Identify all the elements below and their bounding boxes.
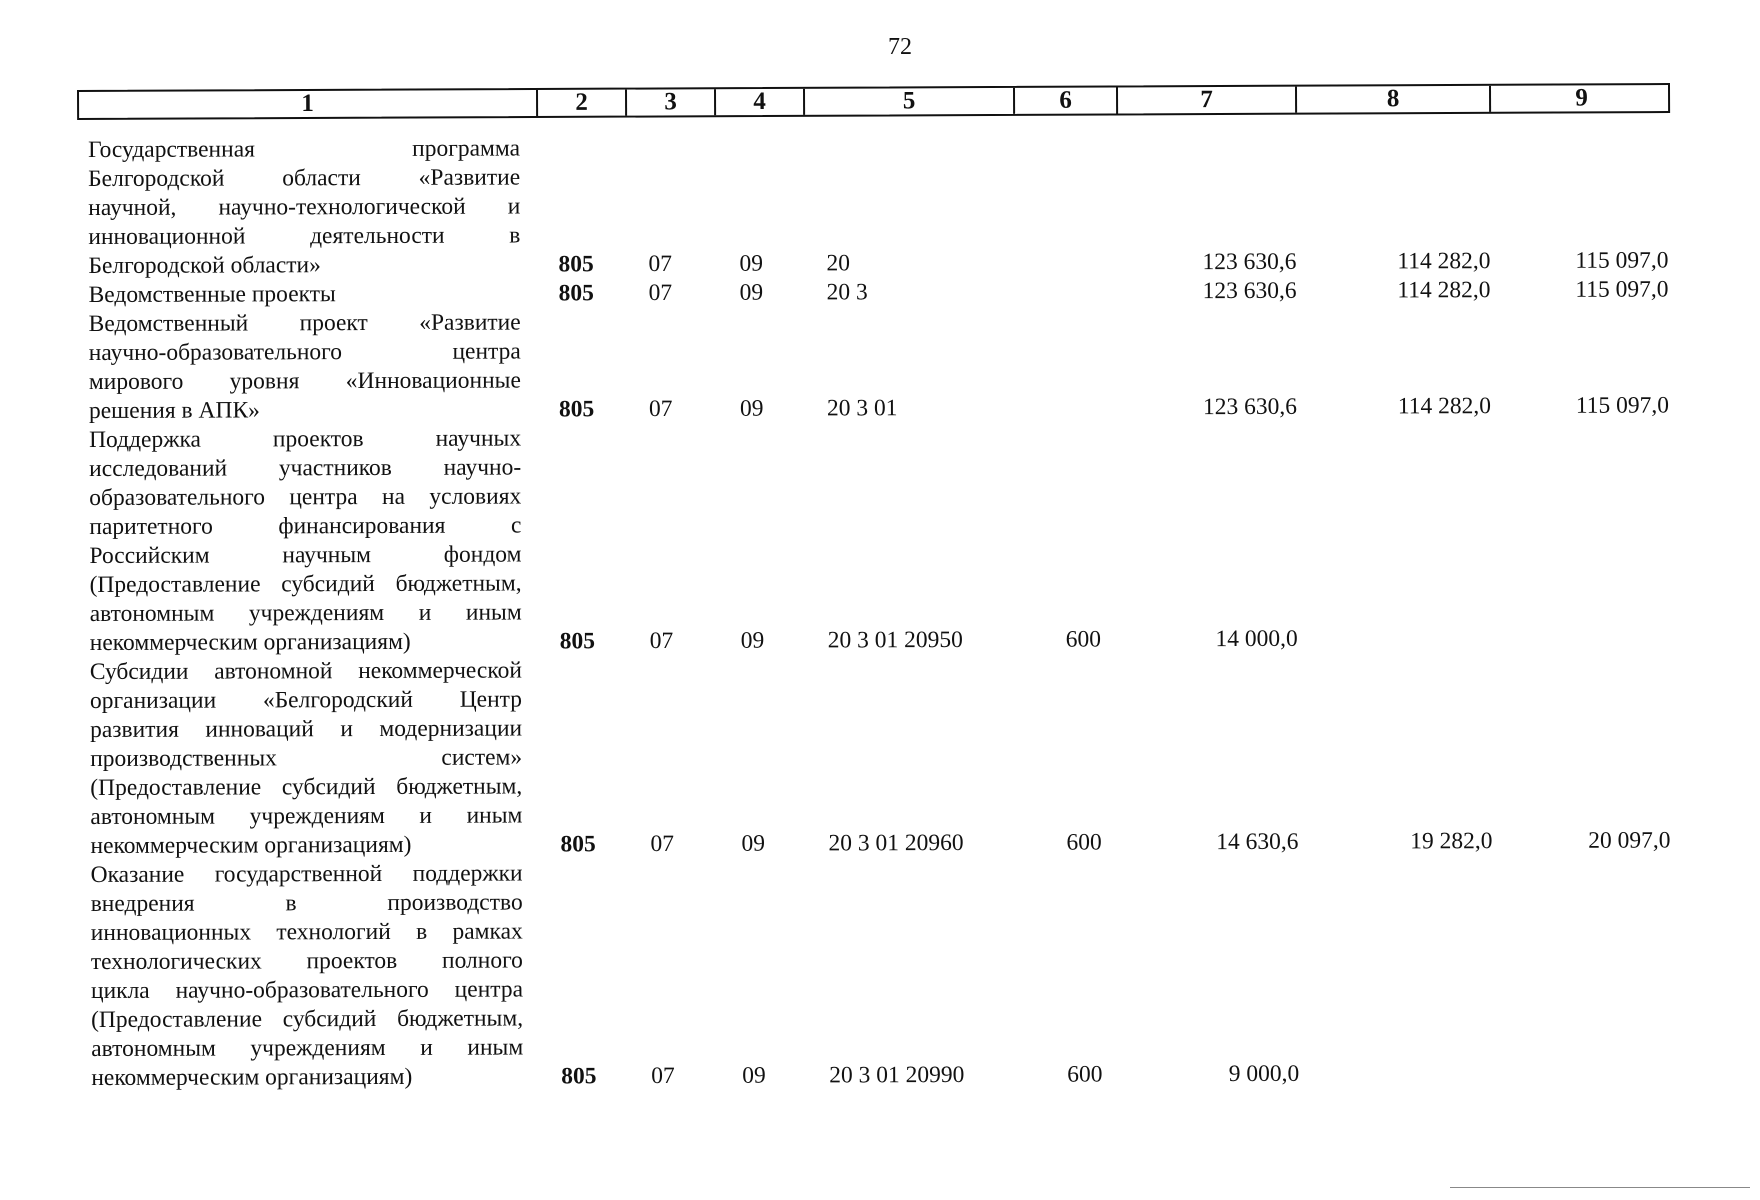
section-cell: 07 bbox=[651, 1062, 675, 1090]
target-article-cell: 20 3 01 bbox=[826, 395, 898, 422]
table-body bbox=[88, 130, 1681, 1093]
header-col-8: 8 bbox=[1297, 86, 1491, 113]
section-cell: 07 bbox=[648, 250, 672, 278]
amount-year3-cell: 115 097,0 bbox=[1575, 276, 1669, 303]
table-row bbox=[89, 420, 1680, 658]
amount-year3-cell: 115 097,0 bbox=[1575, 247, 1669, 274]
description-line: развития инноваций и модернизации bbox=[90, 715, 523, 743]
description-line: (Предоставление субсидий бюджетным, bbox=[90, 773, 523, 801]
description-line: Оказание государственной поддержки bbox=[90, 860, 523, 888]
amount-year3-cell: 20 097,0 bbox=[1588, 827, 1671, 854]
table-row bbox=[90, 652, 1681, 861]
description-line: Поддержка проектов научных bbox=[89, 425, 522, 453]
description-line: некоммерческим организациям) bbox=[91, 1063, 413, 1091]
description-line: научной, научно-технологической и bbox=[88, 193, 521, 221]
row-description bbox=[89, 279, 529, 310]
amount-year3-cell: 115 097,0 bbox=[1575, 392, 1669, 419]
grbs-cell: 805 bbox=[561, 1063, 597, 1090]
amount-year2-cell: 19 282,0 bbox=[1410, 828, 1493, 855]
grbs-cell: 805 bbox=[558, 280, 594, 307]
subsection-cell: 09 bbox=[739, 250, 763, 277]
row-description bbox=[89, 424, 530, 658]
description-line: автономным учреждениям и иным bbox=[91, 1034, 524, 1062]
amount-year2-cell: 114 282,0 bbox=[1397, 277, 1491, 304]
amount-year3-cell bbox=[1503, 1087, 1681, 1088]
description-line: организации «Белгородский Центр bbox=[89, 686, 523, 714]
grbs-cell: 805 bbox=[558, 396, 595, 423]
description-line: (Предоставление субсидий бюджетным, bbox=[89, 570, 522, 598]
section-cell: 07 bbox=[650, 830, 675, 858]
header-col-6: 6 bbox=[1015, 87, 1118, 113]
amount-year1-cell: 123 630,6 bbox=[1202, 393, 1297, 421]
amount-year2-cell bbox=[1309, 1088, 1503, 1089]
table-row bbox=[88, 130, 1678, 281]
description-line: мирового уровня «Инновационные bbox=[88, 367, 521, 395]
description-line: (Предоставление субсидий бюджетным, bbox=[91, 1005, 524, 1033]
amount-year2-cell: 114 282,0 bbox=[1397, 248, 1491, 275]
target-article-cell: 20 3 01 20990 bbox=[829, 1061, 965, 1089]
description-line: Ведомственный проект «Развитие bbox=[88, 309, 521, 337]
description-line: Субсидии автономной некоммерческой bbox=[89, 657, 522, 685]
description-line: автономным учреждениям и иным bbox=[90, 802, 523, 830]
row-description bbox=[89, 308, 529, 426]
section-cell: 07 bbox=[648, 395, 673, 423]
description-line: производственных систем» bbox=[90, 744, 523, 772]
target-article-cell: 20 bbox=[826, 250, 850, 277]
expense-type-cell: 600 bbox=[1066, 829, 1102, 856]
target-article-cell: 20 3 bbox=[826, 279, 868, 306]
header-col-2: 2 bbox=[538, 90, 627, 116]
grbs-cell: 805 bbox=[559, 628, 596, 655]
description-line: цикла научно-образовательного центра bbox=[90, 976, 524, 1004]
header-col-4: 4 bbox=[716, 89, 805, 115]
table-row bbox=[89, 275, 1679, 310]
amount-year1-cell: 123 630,6 bbox=[1202, 248, 1297, 276]
description-line: инновационной деятельности в bbox=[88, 222, 521, 250]
description-line: внедрения в производство bbox=[90, 889, 523, 917]
description-line: Белгородской области» bbox=[88, 252, 321, 279]
target-article-cell: 20 3 01 20960 bbox=[828, 829, 964, 857]
subsection-cell: 09 bbox=[742, 1062, 766, 1089]
amount-year1-cell: 14 630,6 bbox=[1216, 828, 1299, 856]
section-cell: 07 bbox=[648, 279, 673, 307]
page-number: 72 bbox=[888, 34, 912, 60]
section-cell: 07 bbox=[649, 627, 674, 655]
row-description bbox=[90, 656, 531, 861]
header-col-1: 1 bbox=[79, 90, 538, 118]
amount-year1-cell: 9 000,0 bbox=[1228, 1060, 1300, 1088]
header-col-7: 7 bbox=[1118, 87, 1297, 114]
description-line: автономным учреждениям и иным bbox=[89, 599, 522, 627]
amount-year1-cell: 123 630,6 bbox=[1202, 277, 1297, 305]
expense-type-cell: 600 bbox=[1065, 626, 1102, 653]
description-line: научно-образовательного центра bbox=[88, 338, 521, 366]
description-line: паритетного финансирования с bbox=[89, 512, 522, 540]
description-line: некоммерческим организациям) bbox=[90, 831, 412, 859]
description-line: образовательного центра на условиях bbox=[89, 483, 522, 511]
subsection-cell: 09 bbox=[741, 830, 766, 857]
subsection-cell: 09 bbox=[739, 395, 764, 422]
description-line: Российским научным фондом bbox=[89, 541, 522, 569]
description-line: Государственная программа bbox=[88, 135, 521, 163]
divider bbox=[1450, 1187, 1750, 1188]
description-line: решения в АПК» bbox=[88, 397, 260, 424]
amount-year1-cell: 14 000,0 bbox=[1215, 625, 1298, 653]
subsection-cell: 09 bbox=[740, 627, 765, 654]
expense-type-cell: 600 bbox=[1067, 1061, 1103, 1088]
table-row bbox=[89, 304, 1679, 426]
description-line: инновационных технологий в рамках bbox=[90, 918, 523, 946]
header-col-3: 3 bbox=[627, 89, 716, 115]
description-line: Ведомственные проекты bbox=[88, 281, 336, 308]
description-line: технологических проектов полного bbox=[90, 947, 523, 975]
grbs-cell: 805 bbox=[558, 251, 594, 278]
table-row bbox=[91, 855, 1682, 1093]
row-description bbox=[91, 859, 532, 1093]
row-description bbox=[88, 134, 529, 281]
subsection-cell: 09 bbox=[739, 279, 764, 306]
header-col-5: 5 bbox=[805, 88, 1015, 115]
description-line: исследований участников научно- bbox=[89, 454, 522, 482]
description-line: Белгородской области «Развитие bbox=[88, 164, 521, 192]
grbs-cell: 805 bbox=[560, 831, 596, 858]
description-line: некоммерческим организациям) bbox=[89, 628, 411, 656]
amount-year2-cell: 114 282,0 bbox=[1397, 393, 1491, 420]
header-col-9: 9 bbox=[1575, 84, 1588, 112]
table-header bbox=[77, 83, 1670, 120]
target-article-cell: 20 3 01 20950 bbox=[827, 626, 963, 654]
